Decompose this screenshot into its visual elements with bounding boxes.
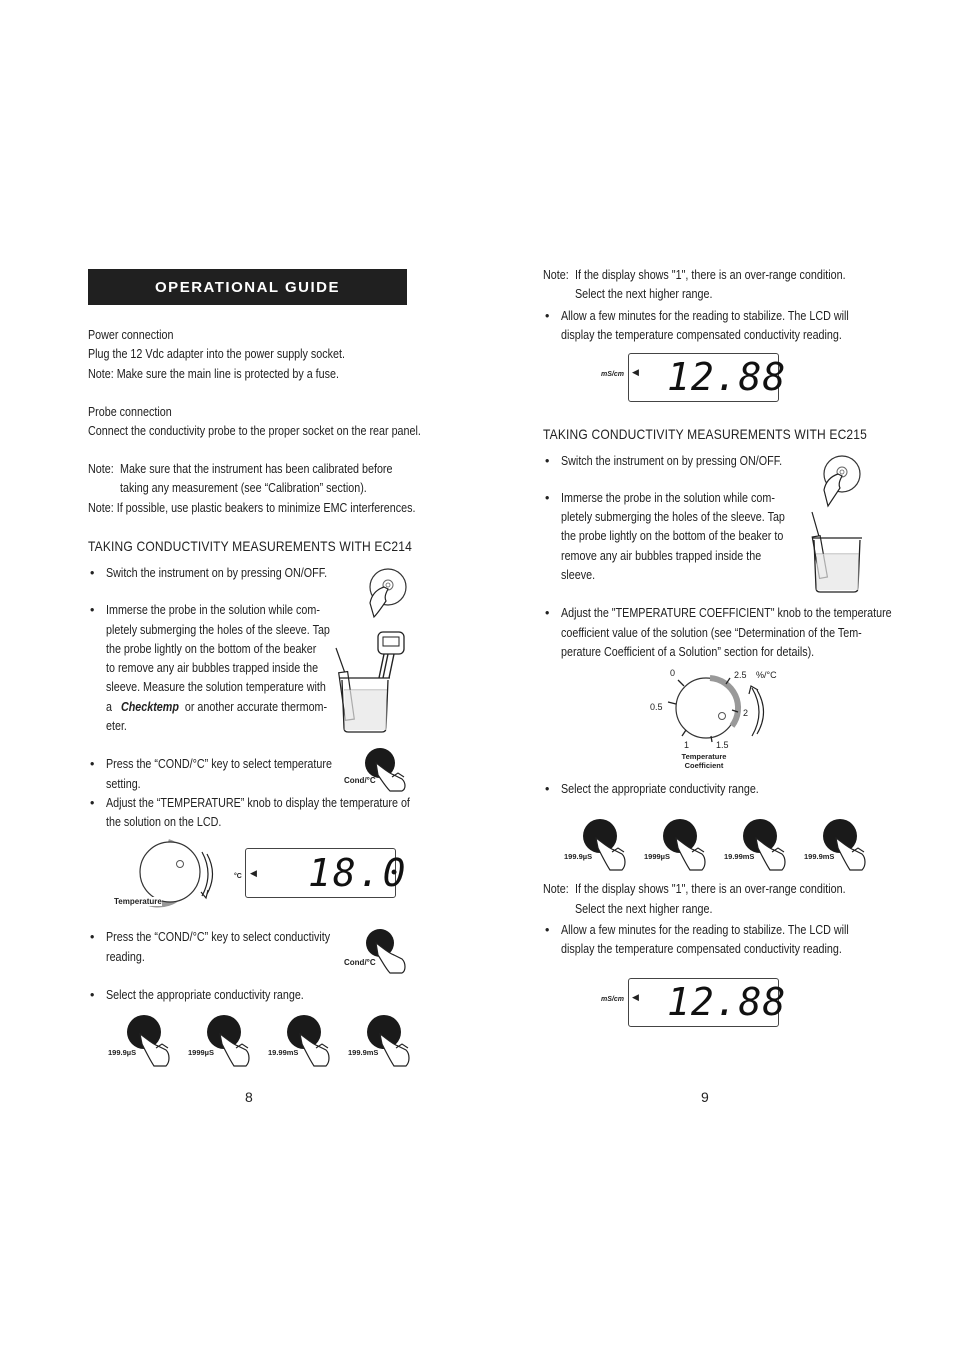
range-press-icon: [264, 1012, 340, 1070]
bullet-dot: •: [90, 930, 95, 944]
ec215-step-immerse-l3: the probe lightly on the bottom of the beaker to: [561, 529, 784, 543]
note-overrange-l1: If the display shows "1", there is an over-range condition.: [575, 268, 846, 282]
range-button[interactable]: [800, 816, 876, 874]
note-overrange-l2: Select the next higher range.: [575, 287, 713, 301]
dial-tick-label: 1: [684, 740, 690, 750]
ec214-step-cond-reading-l2: reading.: [106, 950, 145, 964]
bullet-dot: •: [545, 309, 550, 323]
note-overrange-label: Note:: [543, 268, 569, 282]
probe-text: Connect the conductivity probe to the proper socket on the rear panel.: [88, 424, 421, 438]
lcd-conductivity: [601, 978, 787, 1027]
bullet-dot: •: [90, 566, 95, 580]
ec215-step-coefficient-l1: Adjust the "TEMPERATURE COEFFICIENT" knob to the temperature: [561, 606, 892, 620]
checktemp-name: Checktemp: [120, 700, 179, 714]
power-heading: Power connection: [88, 328, 174, 342]
bullet-dot: •: [545, 454, 550, 468]
range-press-icon: [344, 1012, 420, 1070]
lcd-value: 12.88: [667, 355, 787, 399]
stabilize2-l2: display the temperature compensated conductivity reading.: [561, 942, 842, 956]
power-note: Note: Make sure the main line is protected by a fuse.: [88, 367, 339, 381]
ec214-step-immerse-l2: pletely submerging the holes of the sleeve. Tap: [106, 623, 330, 637]
beaker-probe-icon: [806, 510, 870, 594]
range-button[interactable]: [560, 816, 636, 874]
dial-tick-label: 1.5: [716, 740, 729, 750]
lcd-temperature: [234, 848, 408, 898]
on-off-press-icon: [362, 563, 412, 619]
power-text: Plug the 12 Vdc adapter into the power supply socket.: [88, 347, 345, 361]
cond-key-label: Cond/°C: [344, 958, 376, 967]
ec215-step-immerse-l2: pletely submerging the holes of the sleeve. Tap: [561, 510, 785, 524]
range-press-icon: [104, 1012, 180, 1070]
ec215-step-switch-on: Switch the instrument on by pressing ON/OFF.: [561, 454, 783, 468]
note-calibration-line2: taking any measurement (see “Calibration” section).: [120, 481, 367, 495]
note-calibration-label: Note:: [88, 462, 114, 476]
dial-tick-label: 0: [670, 668, 676, 678]
bullet-dot: •: [545, 923, 550, 937]
ec214-heading: TAKING CONDUCTIVITY MEASUREMENTS WITH EC214: [88, 538, 413, 554]
note-overrange2-l2: Select the next higher range.: [575, 902, 713, 916]
range-label: 199.9µS: [564, 852, 593, 861]
lcd-arrow-icon: ◀: [632, 992, 639, 1002]
dial-tick-label: 2.5: [734, 670, 747, 680]
stabilize-l1: Allow a few minutes for the reading to stabilize. The LCD will: [561, 309, 849, 323]
ec214-step-cond-reading-l1: Press the “COND/°C” key to select conductivity: [106, 930, 331, 944]
range-press-icon: [640, 816, 716, 874]
dial-unit-label: %/°C: [756, 670, 777, 680]
range-press-icon: [184, 1012, 260, 1070]
note-overrange2-label: Note:: [543, 882, 569, 896]
bullet-dot: •: [545, 782, 550, 796]
section-banner: OPERATIONAL GUIDE: [88, 269, 407, 305]
ec214-step-switch-on: Switch the instrument on by pressing ON/OFF.: [106, 566, 328, 580]
cond-key-label: Cond/°C: [344, 776, 376, 785]
lcd-unit: °C: [234, 873, 242, 880]
temperature-coefficient-dial: [648, 664, 778, 772]
ec214-step-immerse-l6: a Checktemp or another accurate thermom-: [106, 700, 328, 714]
ec214-step-immerse-l1: Immerse the probe in the solution while com-: [106, 603, 320, 617]
ec214-step-adjust-l1: Adjust the “TEMPERATURE” knob to display the temperature of: [106, 796, 410, 810]
bullet-dot: •: [90, 988, 95, 1002]
note-overrange2-l1: If the display shows "1", there is an over-range condition.: [575, 882, 846, 896]
ec214-step-cond-key-l2: setting.: [106, 777, 141, 791]
range-label: 19.99mS: [268, 1048, 299, 1057]
range-label: 199.9µS: [108, 1048, 137, 1057]
range-press-icon: [720, 816, 796, 874]
range-label: 1999µS: [188, 1048, 215, 1057]
lcd-value: 12.88: [667, 980, 787, 1024]
bullet-dot: •: [90, 757, 95, 771]
range-buttons-ec214: [104, 1012, 414, 1072]
note-calibration-line1: Make sure that the instrument has been calibrated before: [120, 462, 393, 476]
dial-tick-label: 0.5: [650, 702, 663, 712]
page-number-left: 8: [245, 1089, 253, 1105]
bullet-dot: •: [545, 491, 550, 505]
stabilize-l2: display the temperature compensated conductivity reading.: [561, 328, 842, 342]
note-emc: Note: If possible, use plastic beakers to minimize EMC interferences.: [88, 501, 416, 515]
ec215-step-immerse-l1: Immerse the probe in the solution while com-: [561, 491, 775, 505]
lcd-unit: mS/cm: [601, 371, 624, 378]
cond-key-press-icon: [342, 745, 412, 793]
range-button[interactable]: [720, 816, 796, 874]
ec215-step-coefficient-l2: coefficient value of the solution (see “Determination of the Tem-: [561, 626, 862, 640]
ec214-step-immerse-l3: the probe lightly on the bottom of the beaker: [106, 642, 317, 656]
ec215-step-immerse-l4: remove any air bubbles trapped inside the: [561, 549, 762, 563]
range-label: 199.9mS: [804, 852, 835, 861]
note-label: Note:: [88, 367, 114, 381]
temperature-knob-label: Temperature: [114, 897, 162, 906]
lcd-conductivity: [601, 353, 787, 402]
ec214-step-immerse-l4: to remove any air bubbles trapped inside the: [106, 661, 319, 675]
bullet-dot: •: [90, 603, 95, 617]
ec214-step-immerse-l5: sleeve. Measure the solution temperature with: [106, 680, 326, 694]
ec215-step-select-range: Select the appropriate conductivity range.: [561, 782, 759, 796]
range-press-icon: [560, 816, 636, 874]
ec214-step-immerse-l7: eter.: [106, 719, 127, 733]
probe-heading: Probe connection: [88, 405, 172, 419]
bullet-dot: •: [545, 606, 550, 620]
dial-caption: Temperature: [681, 752, 727, 761]
ec214-step-adjust-l2: the solution on the LCD.: [106, 815, 222, 829]
lcd-unit: mS/cm: [601, 996, 624, 1003]
range-label: 19.99mS: [724, 852, 755, 861]
dial-tick-label: 2: [743, 708, 749, 718]
ec214-step-select-range: Select the appropriate conductivity range.: [106, 988, 304, 1002]
beaker-probe-checktemp-icon: [332, 628, 410, 734]
range-press-icon: [800, 816, 876, 874]
ec215-step-immerse-l5: sleeve.: [561, 568, 596, 582]
ec215-step-coefficient-l3: perature Coefficient of a Solution” section for details).: [561, 645, 815, 659]
stabilize2-l1: Allow a few minutes for the reading to stabilize. The LCD will: [561, 923, 849, 937]
range-button[interactable]: [184, 1012, 260, 1070]
range-button[interactable]: [104, 1012, 180, 1070]
range-label: 199.9mS: [348, 1048, 379, 1057]
ec215-heading: TAKING CONDUCTIVITY MEASUREMENTS WITH EC215: [543, 426, 868, 442]
lcd-arrow-icon: ◀: [250, 868, 257, 878]
lcd-arrow-icon: ◀: [632, 367, 639, 377]
range-label: 1999µS: [644, 852, 671, 861]
bullet-dot: •: [90, 796, 95, 810]
on-off-press-icon: [818, 452, 868, 508]
dial-caption: Coefficient: [684, 761, 724, 770]
range-button[interactable]: [344, 1012, 420, 1070]
range-button[interactable]: [640, 816, 716, 874]
ec214-step-cond-key-l1: Press the “COND/°C” key to select temperature: [106, 757, 332, 771]
lcd-value: 18.0: [308, 851, 408, 895]
cond-key-press-icon: [344, 927, 414, 975]
page-number-right: 9: [701, 1089, 709, 1105]
range-button[interactable]: [264, 1012, 340, 1070]
range-buttons-ec215: [560, 816, 870, 876]
